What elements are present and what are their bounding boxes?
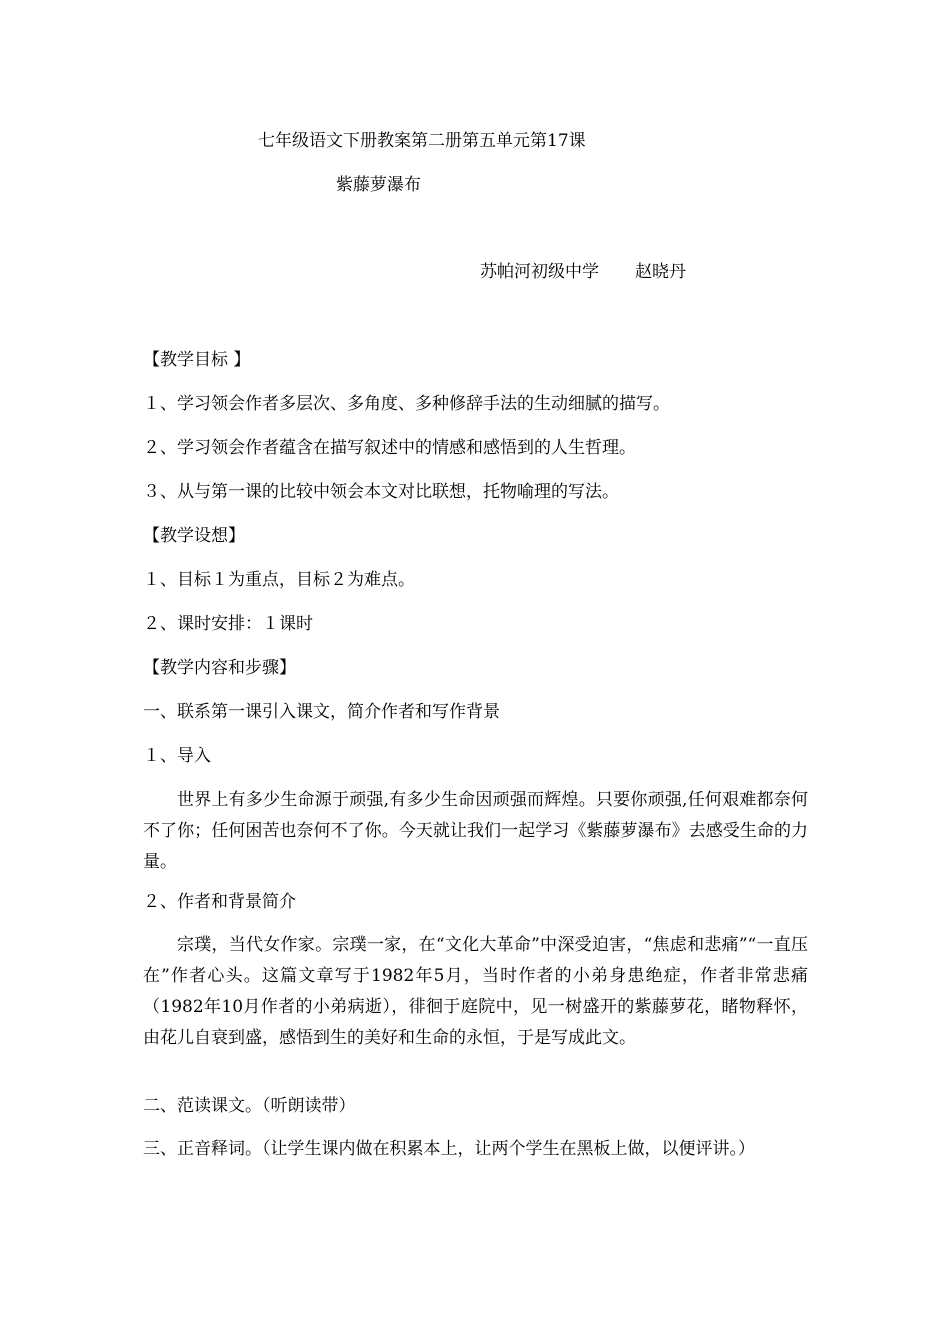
section-2-heading: 二、范读课文。（听朗读带） [143,1096,356,1116]
goal-item-3: ３、从与第一课的比较中领会本文对比联想，托物喻理的写法。 [143,482,619,502]
step-2-label: ２、作者和背景简介 [143,892,296,912]
section-1-heading: 一、联系第一课引入课文，简介作者和写作背景 [143,702,500,722]
goal-item-2: ２、学习领会作者蕴含在描写叙述中的情感和感悟到的人生哲理。 [143,438,636,458]
author-name: 赵晓丹 [635,262,686,282]
content-heading: 【教学内容和步骤】 [143,658,296,678]
lesson-title: 紫藤萝瀑布 [336,175,421,195]
step-1-paragraph: 世界上有多少生命源于顽强,有多少生命因顽强而辉煌。只要你顽强,任何艰难都奈何不了你；任何困苦也奈何不了你。今天就让我们一起学习《紫藤萝瀑布》去感受生命的力量。 [143,790,808,872]
goal-item-1: １、学习领会作者多层次、多角度、多种修辞手法的生动细腻的描写。 [143,394,670,414]
design-item-1: １、目标１为重点，目标２为难点。 [143,570,415,590]
goals-heading: 【教学目标 】 [143,350,251,370]
design-item-2: ２、课时安排：１课时 [143,614,313,634]
step-2-paragraph: 宗璞，当代女作家。宗璞一家，在“文化大革命”中深受迫害，“焦虑和悲痛”“一直压在”作者心头。这篇文章写于1982年5月，当时作者的小弟身患绝症，作者非常悲痛（1982年10月作者的小弟病逝），徘徊于庭院中，见一树盛开的紫藤萝花，睹物释怀，由花儿自衰到盛，感悟到生的美好和生命的永恒，于是写成此文。 [143,935,808,1048]
subject-title: 七年级语文下册教案第二册第五单元第17课 [258,131,586,151]
design-heading: 【教学设想】 [143,526,245,546]
section-3-paragraph: 三、正音释词。（让学生课内做在积累本上，让两个学生在黑板上做，以便评讲。） [143,1139,755,1159]
school-name: 苏帕河初级中学 [480,262,599,282]
step-1-label: １、导入 [143,746,211,766]
author-line [480,262,686,282]
